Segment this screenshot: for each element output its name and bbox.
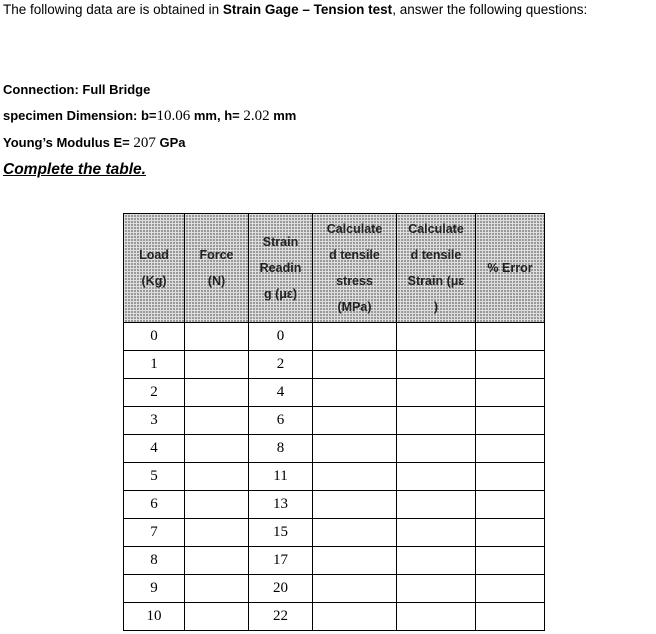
cell-strain: 11 <box>249 463 313 491</box>
table-row <box>124 603 545 631</box>
cell-strain: 17 <box>249 547 313 575</box>
table-row <box>124 323 545 351</box>
cell-strain: 4 <box>249 379 313 407</box>
intro-text <box>3 2 587 17</box>
cell-force <box>185 603 249 631</box>
table-row <box>124 463 545 491</box>
table-row <box>124 435 545 463</box>
cell-force <box>185 435 249 463</box>
connection-line: Connection: Full Bridge <box>3 82 151 97</box>
header-calc-strain: Calculate d tensile Strain (με ) <box>397 214 476 323</box>
cell-error <box>476 407 545 435</box>
dimension-unit: mm <box>269 108 297 123</box>
cell-force <box>185 351 249 379</box>
data-table <box>123 213 545 631</box>
cell-error <box>476 575 545 603</box>
cell-error <box>476 547 545 575</box>
cell-calc-strain <box>397 603 476 631</box>
cell-load: 1 <box>124 351 185 379</box>
cell-load: 8 <box>124 547 185 575</box>
cell-stress <box>313 547 397 575</box>
table-row <box>124 547 545 575</box>
cell-strain: 2 <box>249 351 313 379</box>
cell-calc-strain <box>397 323 476 351</box>
young-unit: GPa <box>155 135 186 150</box>
cell-load: 0 <box>124 323 185 351</box>
cell-strain: 8 <box>249 435 313 463</box>
cell-strain: 22 <box>249 603 313 631</box>
cell-stress <box>313 351 397 379</box>
cell-calc-strain <box>397 491 476 519</box>
cell-error <box>476 379 545 407</box>
cell-stress <box>313 463 397 491</box>
cell-load: 5 <box>124 463 185 491</box>
header-row <box>124 214 545 323</box>
cell-strain: 6 <box>249 407 313 435</box>
intro-suffix: , answer the following questions: <box>392 2 588 17</box>
h-value: 2.02 <box>243 108 270 124</box>
cell-error <box>476 603 545 631</box>
header-load: Load (Kg) <box>124 214 185 323</box>
cell-force <box>185 407 249 435</box>
cell-calc-strain <box>397 575 476 603</box>
cell-load: 4 <box>124 435 185 463</box>
table-row <box>124 407 545 435</box>
task-instruction: Complete the table. <box>3 161 146 178</box>
cell-stress <box>313 323 397 351</box>
cell-calc-strain <box>397 463 476 491</box>
cell-calc-strain <box>397 435 476 463</box>
cell-calc-strain <box>397 547 476 575</box>
table-row <box>124 519 545 547</box>
header-error: % Error <box>476 214 545 323</box>
cell-load: 10 <box>124 603 185 631</box>
cell-stress <box>313 435 397 463</box>
cell-load: 9 <box>124 575 185 603</box>
test-name: Strain Gage – Tension test <box>222 2 393 17</box>
youngs-modulus-line <box>3 135 186 152</box>
cell-force <box>185 575 249 603</box>
cell-calc-strain <box>397 519 476 547</box>
cell-strain: 0 <box>249 323 313 351</box>
cell-stress <box>313 603 397 631</box>
cell-stress <box>313 407 397 435</box>
cell-force <box>185 323 249 351</box>
cell-force <box>185 491 249 519</box>
cell-force <box>185 463 249 491</box>
cell-calc-strain <box>397 351 476 379</box>
cell-force <box>185 547 249 575</box>
cell-load: 7 <box>124 519 185 547</box>
cell-load: 3 <box>124 407 185 435</box>
cell-error <box>476 323 545 351</box>
header-strain-reading: Strain Readin g (με) <box>249 214 313 323</box>
cell-stress <box>313 379 397 407</box>
cell-stress <box>313 491 397 519</box>
cell-error <box>476 435 545 463</box>
young-value: 207 <box>133 135 156 151</box>
dimension-mid: mm, h= <box>190 108 244 123</box>
dimension-label: specimen Dimension: b= <box>3 108 157 123</box>
cell-error <box>476 351 545 379</box>
cell-load: 6 <box>124 491 185 519</box>
cell-error <box>476 463 545 491</box>
cell-strain: 20 <box>249 575 313 603</box>
cell-stress <box>313 519 397 547</box>
cell-calc-strain <box>397 379 476 407</box>
cell-strain: 13 <box>249 491 313 519</box>
dimension-line <box>3 108 296 125</box>
header-calc-stress: Calculate d tensile stress (MPa) <box>313 214 397 323</box>
cell-calc-strain <box>397 407 476 435</box>
b-value: 10.06 <box>156 108 191 124</box>
cell-strain: 15 <box>249 519 313 547</box>
cell-force <box>185 379 249 407</box>
table-row <box>124 491 545 519</box>
intro-prefix: The following data are is obtained in <box>3 2 223 17</box>
cell-load: 2 <box>124 379 185 407</box>
table-row <box>124 575 545 603</box>
table-row <box>124 379 545 407</box>
table-row <box>124 351 545 379</box>
cell-stress <box>313 575 397 603</box>
cell-error <box>476 519 545 547</box>
cell-error <box>476 491 545 519</box>
header-force: Force (N) <box>185 214 249 323</box>
cell-force <box>185 519 249 547</box>
young-label: Young’s Modulus E= <box>3 135 134 150</box>
